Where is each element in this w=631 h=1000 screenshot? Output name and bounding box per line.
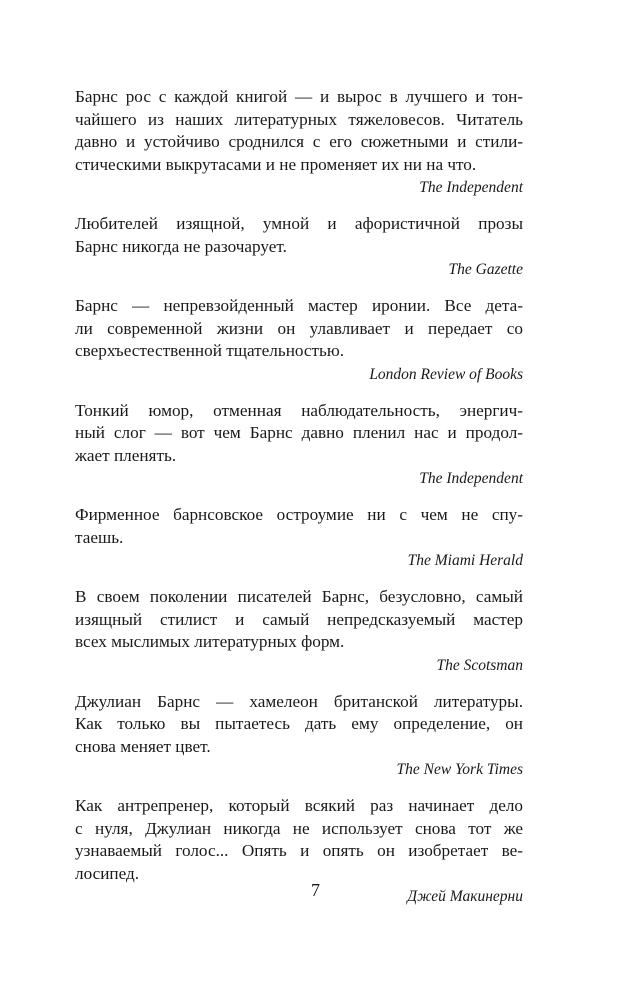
quote-line: Барнс никогда не разочарует. <box>75 236 287 256</box>
quote-line: чайшего из наших литературных тяжеловесов. Читатель <box>75 109 523 129</box>
review-quote <box>75 504 523 571</box>
quote-text <box>75 691 523 759</box>
quote-text <box>75 504 523 549</box>
review-quote <box>75 691 523 781</box>
quote-source: The Scotsman <box>436 656 523 674</box>
quote-line: Тонкий юмор, отменная наблюдательность, энергич- <box>75 400 523 420</box>
quote-source: Джей Макинерни <box>407 888 523 905</box>
quote-line: Как только вы пытаетесь дать ему определение, он <box>75 714 523 733</box>
review-quote <box>75 295 523 385</box>
quote-line: всех мыслимых литературных форм. <box>75 632 345 651</box>
quote-line: таешь. <box>75 527 124 547</box>
quote-line: Барнс рос с каждой книгой — и вырос в лучшего и тон- <box>75 87 523 106</box>
quote-line: Как антрепренер, который всякий раз начинает дело <box>75 796 523 815</box>
quote-line: снова меняет цвет. <box>75 736 211 756</box>
quote-source: The Independent <box>419 470 523 487</box>
quote-text <box>75 295 523 363</box>
quote-line: жает пленять. <box>75 445 177 465</box>
quote-line: Барнс — непревзойденный мастер иронии. Все дета- <box>75 296 523 315</box>
quote-source: The Independent <box>419 179 523 196</box>
quote-text <box>75 795 523 885</box>
review-quote <box>75 586 523 676</box>
quote-line: Джулиан Барнс — хамелеон британской литературы. <box>75 691 523 711</box>
quote-line: узнаваемый голос... Опять и опять он изобретает ве- <box>75 841 523 860</box>
quote-source: London Review of Books <box>369 365 523 383</box>
quote-source: The Miami Herald <box>407 552 523 569</box>
quote-line: Фирменное барнсовское остроумие ни с чем не спу- <box>75 505 523 524</box>
quote-line: В своем поколении писателей Барнс, безусловно, самый <box>75 587 523 606</box>
quote-text <box>75 400 523 468</box>
quote-line: давно и устойчиво сроднился с его сюжетными и стили- <box>75 132 523 151</box>
quote-source: The Gazette <box>448 261 523 278</box>
quote-line: лосипед. <box>75 863 140 883</box>
quote-line: с нуля, Джулиан никогда не использует снова тот же <box>75 818 523 838</box>
quote-line: стическими выкрутасами и не променяет их ни на что. <box>75 154 477 174</box>
quote-line: ли современной жизни он улавливает и передает со <box>75 318 523 338</box>
quote-source: The New York Times <box>396 761 523 778</box>
quote-line: ный слог — вот чем Барнс давно пленил нас и продол- <box>75 423 523 442</box>
review-quote <box>75 400 523 490</box>
quote-text <box>75 86 523 176</box>
quote-line: сверхъестественной тщательностью. <box>75 341 345 360</box>
quote-line: изящный стилист и самый непредсказуемый мастер <box>75 609 523 629</box>
review-quote <box>75 86 523 198</box>
page-number: 7 <box>311 880 320 900</box>
quote-text <box>75 213 523 258</box>
quotes-page <box>75 86 523 922</box>
quote-line: Любителей изящной, умной и афористичной прозы <box>75 214 523 233</box>
review-quote <box>75 213 523 280</box>
quote-text <box>75 586 523 654</box>
